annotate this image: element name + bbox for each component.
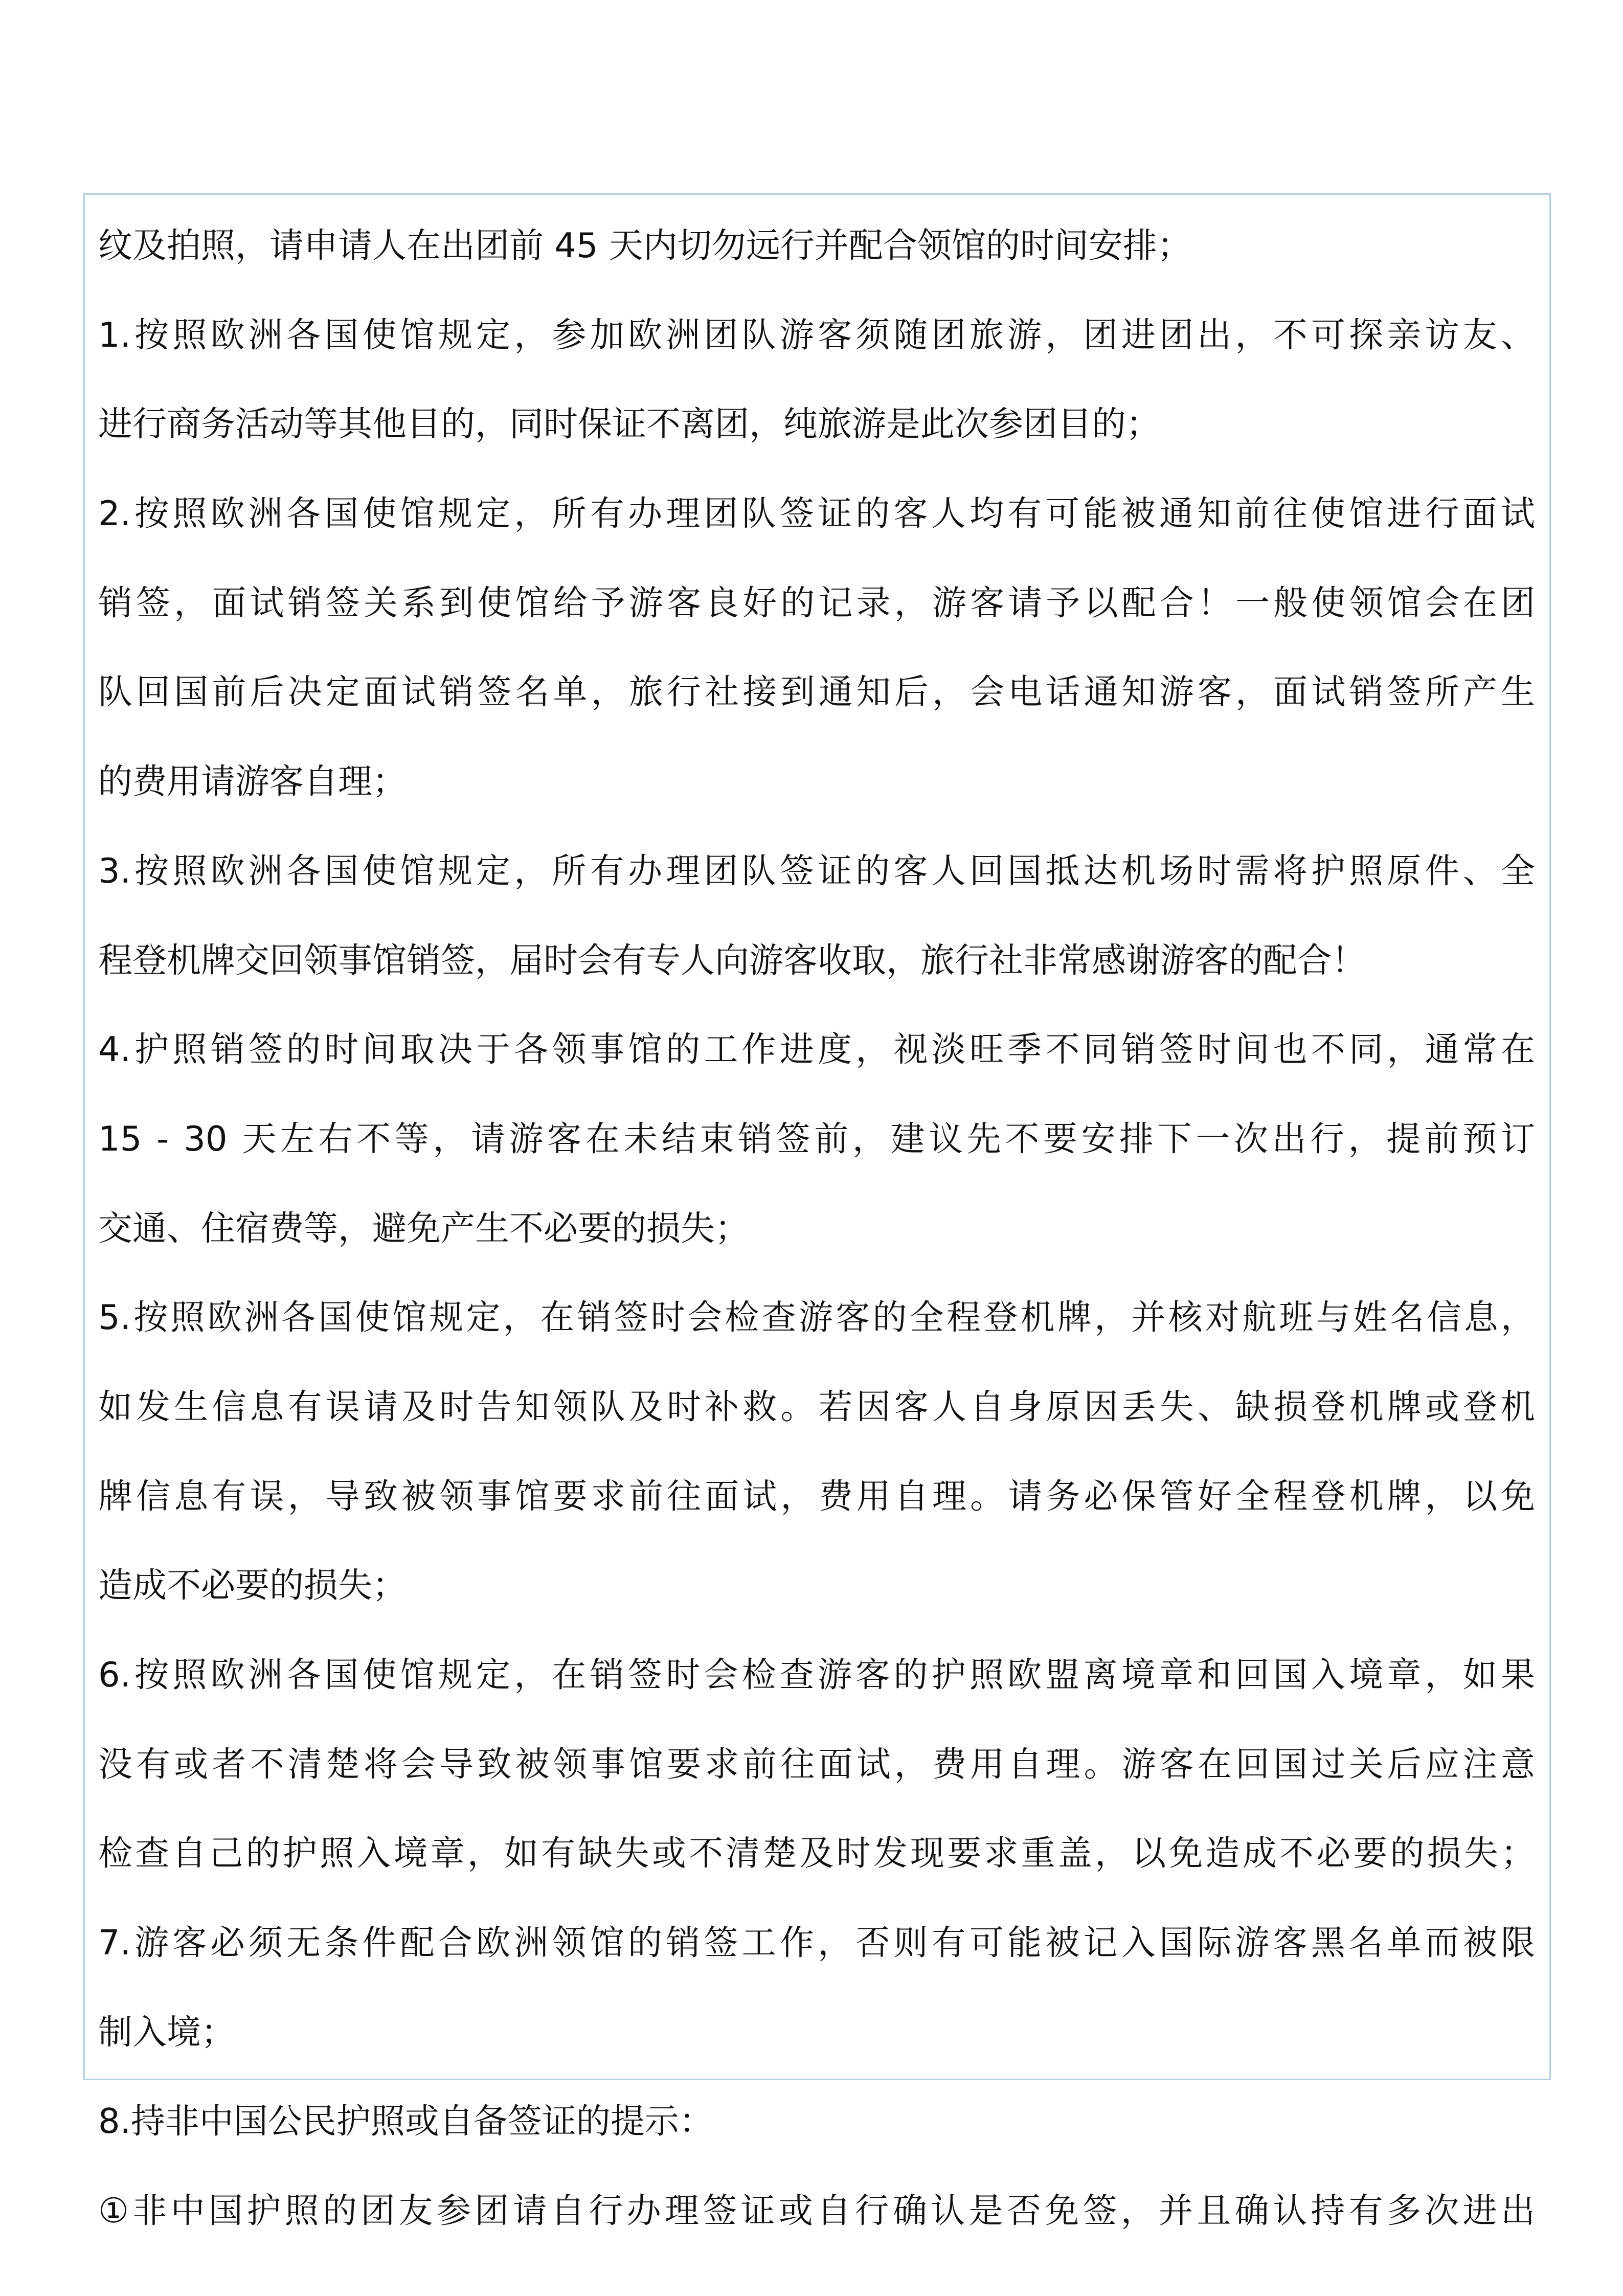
text-line: 交通、住宿费等，避免产生不必要的损失；	[98, 1208, 749, 1248]
text-line: 销签，面试销签关系到使馆给予游客良好的记录，游客请予以配合！一般使领馆会在团	[98, 582, 1535, 623]
text-line: 如发生信息有误请及时告知领队及时补救。若因客人自身原因丢失、缺损登机牌或登机	[98, 1386, 1535, 1427]
text-line: 制入境；	[98, 2012, 235, 2052]
text-line: 3.按照欧洲各国使馆规定，所有办理团队签证的客人回国抵达机场时需将护照原件、全	[98, 850, 1535, 891]
document-content-box	[83, 193, 1551, 2231]
text-line: 7.游客必须无条件配合欧洲领馆的销签工作，否则有可能被记入国际游客黑名单而被限	[98, 1923, 1535, 1963]
text-line: 检查自己的护照入境章，如有缺失或不清楚及时发现要求重盖，以免造成不必要的损失；	[98, 1833, 1535, 1874]
text-line: 8.持非中国公民护照或自备签证的提示：	[98, 2101, 713, 2142]
text-line: 4.护照销签的时间取决于各领事馆的工作进度，视淡旺季不同销签时间也不同，通常在	[98, 1029, 1535, 1070]
text-line: 纹及拍照，请申请人在出团前 45 天内切勿远行并配合领馆的时间安排；	[98, 226, 1191, 265]
text-line: 队回国前后决定面试销签名单，旅行社接到通知后，会电话通知游客，面试销签所产生	[98, 672, 1535, 712]
text-line: 进行商务活动等其他目的，同时保证不离团，纯旅游是此次参团目的；	[98, 404, 1160, 444]
text-line: 牌信息有误，导致被领事馆要求前往面试，费用自理。请务必保管好全程登机牌，以免	[98, 1476, 1535, 1516]
text-line: 造成不必要的损失；	[98, 1565, 407, 1606]
text-line: 程登机牌交回领事馆销签，届时会有专人向游客收取，旅行社非常感谢游客的配合！	[98, 940, 1366, 980]
document-text-body	[98, 201, 1535, 2256]
text-line: 1.按照欧洲各国使馆规定，参加欧洲团队游客须随团旅游，团进团出，不可探亲访友、	[98, 314, 1535, 355]
text-line: ①非中国护照的团友参团请自行办理签证或自行确认是否免签，并且确认持有多次进出	[98, 2191, 1535, 2231]
text-line: 5.按照欧洲各国使馆规定，在销签时会检查游客的全程登机牌，并核对航班与姓名信息，	[98, 1297, 1535, 1338]
text-line: 15 - 30 天左右不等，请游客在未结束销签前，建议先不要安排下一次出行，提前预订	[98, 1118, 1535, 1159]
text-line: 没有或者不清楚将会导致被领事馆要求前往面试，费用自理。游客在回国过关后应注意	[98, 1744, 1535, 1784]
text-line: 的费用请游客自理；	[98, 761, 407, 802]
text-line: 6.按照欧洲各国使馆规定，在销签时会检查游客的护照欧盟离境章和回国入境章，如果	[98, 1655, 1535, 1695]
text-line: 2.按照欧洲各国使馆规定，所有办理团队签证的客人均有可能被通知前往使馆进行面试	[98, 493, 1535, 534]
